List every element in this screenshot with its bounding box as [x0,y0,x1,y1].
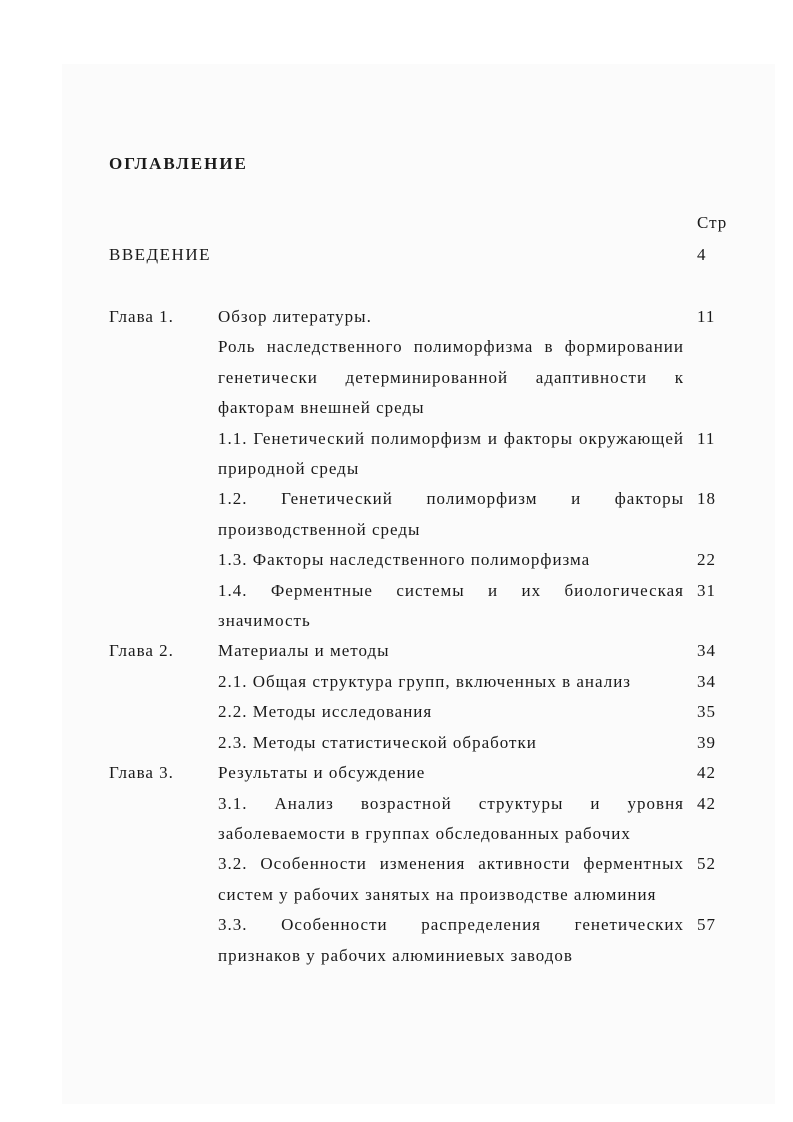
toc-page-number: 52 [697,854,716,874]
toc-page-number: 57 [697,915,716,935]
toc-entry-text: 1.4. Ферментные системы и их биологическая значимость [218,580,684,631]
toc-page-number: 18 [697,489,716,509]
toc-page-number: 11 [697,428,716,448]
toc-entry-text: 3.3. Особенности распределения генетических признаков у рабочих алюминиевых заводов [218,915,684,965]
toc-row [109,576,749,637]
toc-row [109,789,749,850]
toc-row [109,849,749,910]
toc-entry-text: Обзор литературы. [218,307,372,326]
toc-row [109,302,749,332]
toc-page-number: 34 [697,671,716,691]
intro-label: ВВЕДЕНИЕ [109,245,211,264]
toc-row [109,332,749,423]
toc-entry-text: Результаты и обсуждение [218,763,426,783]
toc-entry-text: 3.1. Анализ возрастной структуры и уровня заболеваемости в группах обследованных рабочих [218,793,684,843]
toc-page-number: 39 [697,732,716,752]
toc-entry-text: Роль наследственного полиморфизма в формировании генетически детерминированной адаптивности к факторам внешней среды [218,337,684,418]
chapter-label: Глава 3. [109,763,174,783]
toc-row [109,728,749,758]
toc-entry-text: 1.3. Факторы наследственного полиморфизма [218,550,591,570]
toc-page-number: 42 [697,793,716,813]
intro-page-number: 4 [697,245,706,264]
toc-list [109,302,749,971]
toc-page-number: 42 [697,763,716,783]
toc-row [109,910,749,971]
toc-page-number: 22 [697,550,716,570]
toc-entry-text: 1.2. Генетический полиморфизм и факторы производственной среды [218,489,684,539]
toc-entry-text: 2.3. Методы статистической обработки [218,732,537,752]
toc-entry-text: 2.2. Методы исследования [218,702,433,722]
toc-row [109,545,749,575]
toc-row [109,697,749,727]
page-title: ОГЛАВЛЕНИЕ [109,154,248,173]
toc-row [109,484,749,545]
toc-entry-text: 3.2. Особенности изменения активности ферментных систем у рабочих занятых на производстве алюминия [218,854,684,904]
toc-page-number: 34 [697,641,716,661]
toc-entry-text: 1.1. Генетический полиморфизм и факторы окружающей природной среды [218,428,684,479]
page-column-label: Стр [697,213,728,232]
toc-page-number: 35 [697,702,716,722]
chapter-label: Глава 2. [109,641,174,661]
toc-row [109,758,749,788]
toc-page-number: 31 [697,580,716,600]
toc-page-number: 11 [697,307,716,326]
chapter-label: Глава 1. [109,307,174,326]
toc-row [109,636,749,666]
toc-entry-text: 2.1. Общая структура групп, включенных в анализ [218,671,632,691]
toc-row [109,667,749,697]
toc-entry-text: Материалы и методы [218,641,390,661]
toc-row [109,424,749,485]
